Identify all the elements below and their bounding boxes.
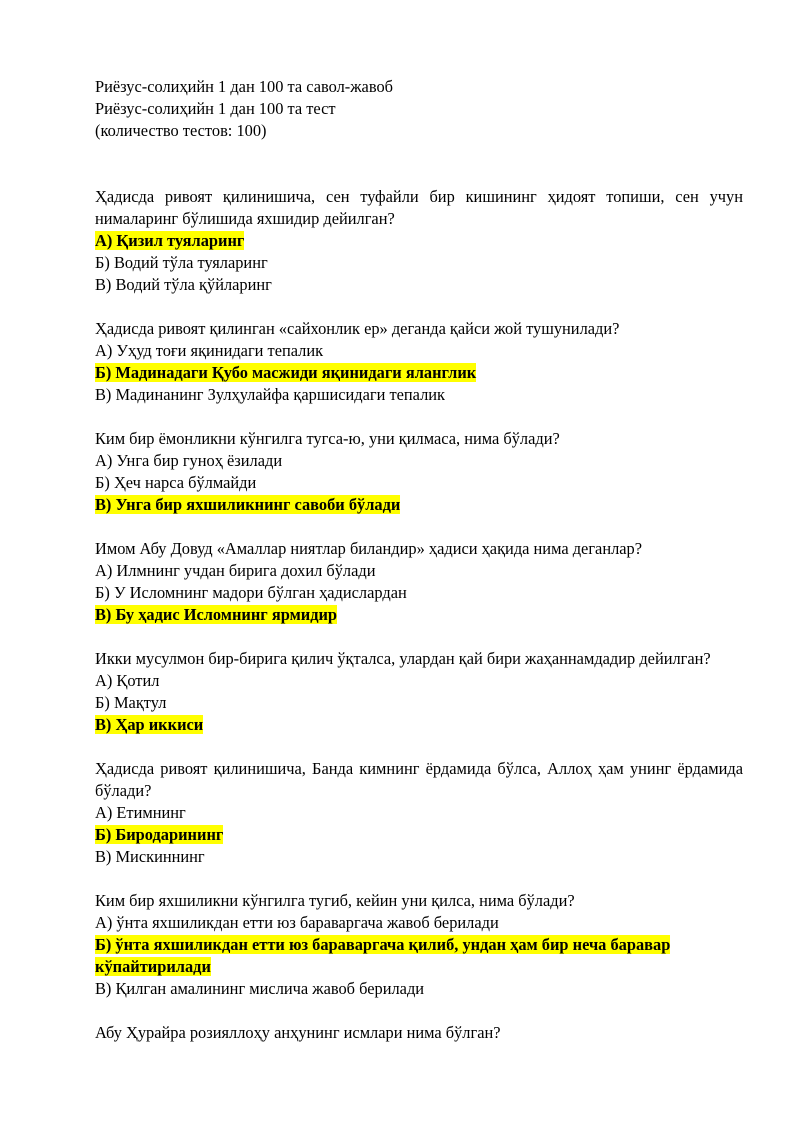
answer-label: В) Бу ҳадис Исломнинг ярмидир bbox=[95, 605, 338, 624]
question-block bbox=[95, 648, 743, 736]
question-text: Абу Ҳурайра розияллоҳу анҳунинг исмлари нима бўлган? bbox=[95, 1023, 501, 1042]
answer-label: Б) Водий тўла туяларинг bbox=[95, 253, 268, 272]
question-block bbox=[95, 890, 743, 1000]
header-subtitle: Риёзус-солиҳийн 1 дан 100 та тест bbox=[95, 99, 336, 118]
answer-label: А) Етимнинг bbox=[95, 803, 186, 822]
answer-label: В) Мискиннинг bbox=[95, 847, 205, 866]
answer-label: Б) Мақтул bbox=[95, 693, 167, 712]
answer-option bbox=[95, 912, 743, 934]
question-block bbox=[95, 318, 743, 406]
answer-label: В) Водий тўла қўйларинг bbox=[95, 275, 272, 294]
answer-option-correct bbox=[95, 230, 743, 252]
answer-label: А) Қотил bbox=[95, 671, 160, 690]
answer-label: Б) Ҳеч нарса бўлмайди bbox=[95, 473, 257, 492]
answer-label: А) Унга бир гуноҳ ёзилади bbox=[95, 451, 283, 470]
answer-option bbox=[95, 450, 743, 472]
answer-option-correct bbox=[95, 934, 743, 978]
question-text: Ким бир ёмонликни кўнгилга тугса-ю, уни қилмаса, нима бўлади? bbox=[95, 429, 560, 448]
document-content bbox=[95, 76, 743, 1044]
question-text: Икки мусулмон бир-бирига қилич ўқталса, улардан қай бири жаҳаннамдадир дейилган? bbox=[95, 649, 711, 668]
answer-option bbox=[95, 846, 743, 868]
answer-label: Б) ўнта яхшиликдан етти юз бараваргача қилиб, ундан ҳам бир неча баравар кўпайтирилади bbox=[95, 935, 671, 976]
question-block bbox=[95, 428, 743, 516]
question-block bbox=[95, 186, 743, 296]
question-block bbox=[95, 538, 743, 626]
answer-label: Б) Мадинадаги Қубо масжиди яқинидаги яланглик bbox=[95, 363, 477, 382]
question-text: Имом Абу Довуд «Амаллар ниятлар биландир» ҳадиси ҳақида нима деганлар? bbox=[95, 539, 643, 558]
question-gap bbox=[95, 626, 743, 648]
question-text: Ҳадисда ривоят қилинишича, Банда кимнинг ёрдамида бўлса, Аллоҳ ҳам унинг ёрдамида бўлади? bbox=[95, 759, 743, 800]
question-text: Ҳадисда ривоят қилинишича, сен туфайли бир кишининг ҳидоят топиши, сен учун нималаринг бўлишида яхшидир дейилган? bbox=[95, 187, 743, 228]
answer-option bbox=[95, 340, 743, 362]
header-gap bbox=[95, 142, 743, 186]
answer-option bbox=[95, 802, 743, 824]
question-text: Ҳадисда ривоят қилинган «сайхонлик ер» деганда қайси жой тушунилади? bbox=[95, 319, 620, 338]
answer-option bbox=[95, 472, 743, 494]
question-gap bbox=[95, 516, 743, 538]
answer-option bbox=[95, 978, 743, 1000]
answer-option-correct bbox=[95, 604, 743, 626]
question-gap bbox=[95, 736, 743, 758]
answer-label: В) Унга бир яхшиликнинг савоби бўлади bbox=[95, 495, 401, 514]
question-gap bbox=[95, 1000, 743, 1022]
answer-option bbox=[95, 692, 743, 714]
document-header bbox=[95, 76, 743, 142]
answer-label: В) Қилган амалининг мислича жавоб берилади bbox=[95, 979, 425, 998]
header-title: Риёзус-солиҳийн 1 дан 100 та савол-жавоб bbox=[95, 77, 393, 96]
answer-label: А) Илмнинг учдан бирига дохил бўлади bbox=[95, 561, 376, 580]
answer-option-correct bbox=[95, 362, 743, 384]
answer-option bbox=[95, 274, 743, 296]
answer-option-correct bbox=[95, 714, 743, 736]
answer-label: А) Уҳуд тоғи яқинидаги тепалик bbox=[95, 341, 324, 360]
answer-option-correct bbox=[95, 494, 743, 516]
answer-option-correct bbox=[95, 824, 743, 846]
question-gap bbox=[95, 296, 743, 318]
answer-label: Б) Биродарининг bbox=[95, 825, 224, 844]
question-text: Ким бир яхшиликни кўнгилга тугиб, кейин уни қилса, нима бўлади? bbox=[95, 891, 575, 910]
answer-label: В) Мадинанинг Зулҳулайфа қаршисидаги тепалик bbox=[95, 385, 446, 404]
answer-option bbox=[95, 670, 743, 692]
answer-label: А) ўнта яхшиликдан етти юз бараваргача жавоб берилади bbox=[95, 913, 499, 932]
question-gap bbox=[95, 868, 743, 890]
question-block bbox=[95, 758, 743, 868]
answer-label: В) Ҳар иккиси bbox=[95, 715, 204, 734]
answer-option bbox=[95, 582, 743, 604]
answer-label: Б) У Исломнинг мадори бўлган ҳадислардан bbox=[95, 583, 407, 602]
answer-option bbox=[95, 252, 743, 274]
answer-option bbox=[95, 384, 743, 406]
header-test-count: (количество тестов: 100) bbox=[95, 121, 267, 140]
answer-label: А) Қизил туяларинг bbox=[95, 231, 245, 250]
question-gap bbox=[95, 406, 743, 428]
question-list bbox=[95, 186, 743, 1044]
question-block bbox=[95, 1022, 743, 1044]
answer-option bbox=[95, 560, 743, 582]
